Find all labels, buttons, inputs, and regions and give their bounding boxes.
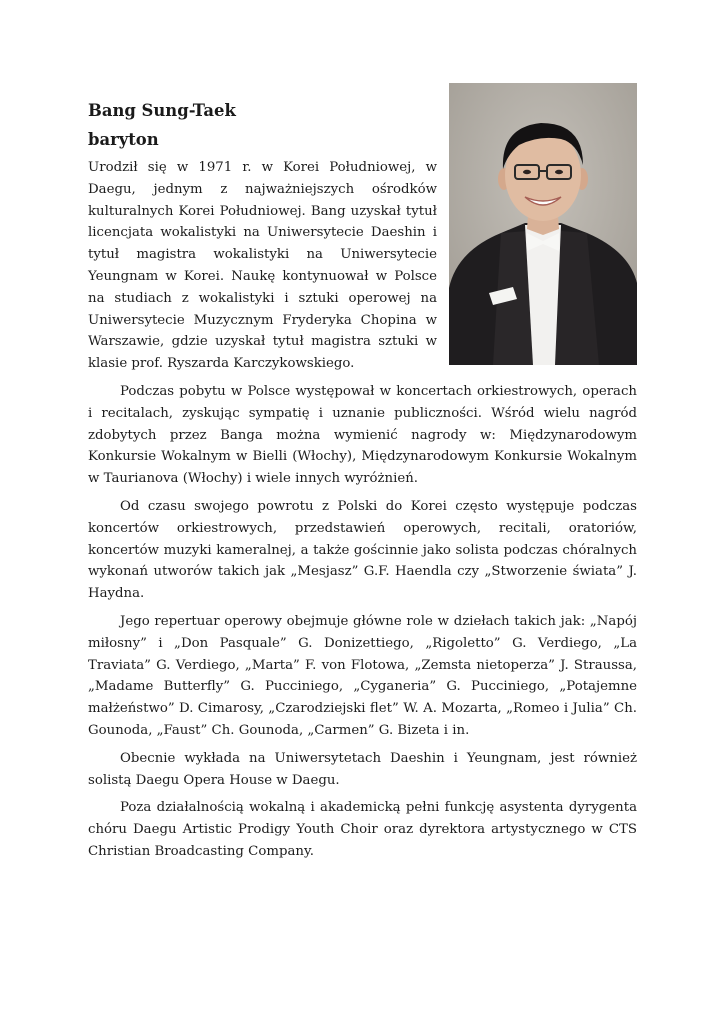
bio-paragraph-5: Obecnie wykłada na Uniwersytetach Daeshin i Yeungnam, jest również solistą Daegu Opera House w Daegu. <box>88 750 637 788</box>
bio-paragraph-1: Urodził się w 1971 r. w Korei Południowej, w Daegu, jednym z najważniejszych ośrodków kulturalnych Korei Południowej. Bang uzyskał tytuł licencjata wokalistyki na Uniwersytecie Daeshin i tytuł magistra wokalistyki na Uniwersytecie Yeungnam w Korei. Naukę kontynuował w Polsce na studiach z wokalistyki i sztuki operowej na Uniwersytecie Muzycznym Fryderyka Chopina w Warszawie, gdzie uzyskał tytuł magistra sztuki w klasie prof. Ryszarda Karczykowskiego. <box>88 160 437 372</box>
artist-name: Bang Sung-Taek <box>88 101 236 120</box>
bio-paragraph-3: Od czasu swojego powrotu z Polski do Korei często występuje podczas koncertów orkiestrowych, przedstawień operowych, recitali, oratoriów, koncertów muzyki kameralnej, a także gościnnie jako solista podczas chóralnych wykonań utworów takich jak „Mesjasz” G.F. Haendla czy „Stworzenie świata” J. Haydna. <box>88 498 637 602</box>
bio-paragraph-6: Poza działalnością wokalną i akademicką pełni funkcję asystenta dyrygenta chóru Daegu Artistic Prodigy Youth Choir oraz dyrektora artystycznego w CTS Christian Broadcasting Company. <box>88 800 637 859</box>
bio-paragraph-4: Jego repertuar operowy obejmuje główne role w dziełach takich jak: „Napój miłosny” i „Don Pasquale” G. Donizettiego, „Rigoletto” G. Verdiego, „La Traviata” G. Verdiego, „Marta” F. von Flotowa, „Zemsta nietoperza” J. Straussa, „Madame Butterfly” G. Pucciniego, „Cyganeria” G. Pucciniego, „Potajemne małżeństwo” D. Cimarosy, „Czarodziejski flet” W. A. Mozarta, „Romeo i Julia” Ch. Gounoda, „Faust” Ch. Gounoda, „Carmen” G. Bizeta i in. <box>88 613 637 738</box>
bio-paragraph-2: Podczas pobytu w Polsce występował w koncertach orkiestrowych, operach i recitalach, zyskując sympatię i uznanie publiczności. Wśród wielu nagród zdobytych przez Banga można wymienić nagrody w: Międzynarodowym Konkursie Wokalnym w Bielli (Włochy), Międzynarodowym Konkursie Wokalnym w Taurianova (Włochy) i wiele innych wyróżnień. <box>88 383 637 487</box>
portrait-photo <box>449 83 637 365</box>
bio-content <box>88 101 637 869</box>
voice-type: baryton <box>88 130 159 149</box>
